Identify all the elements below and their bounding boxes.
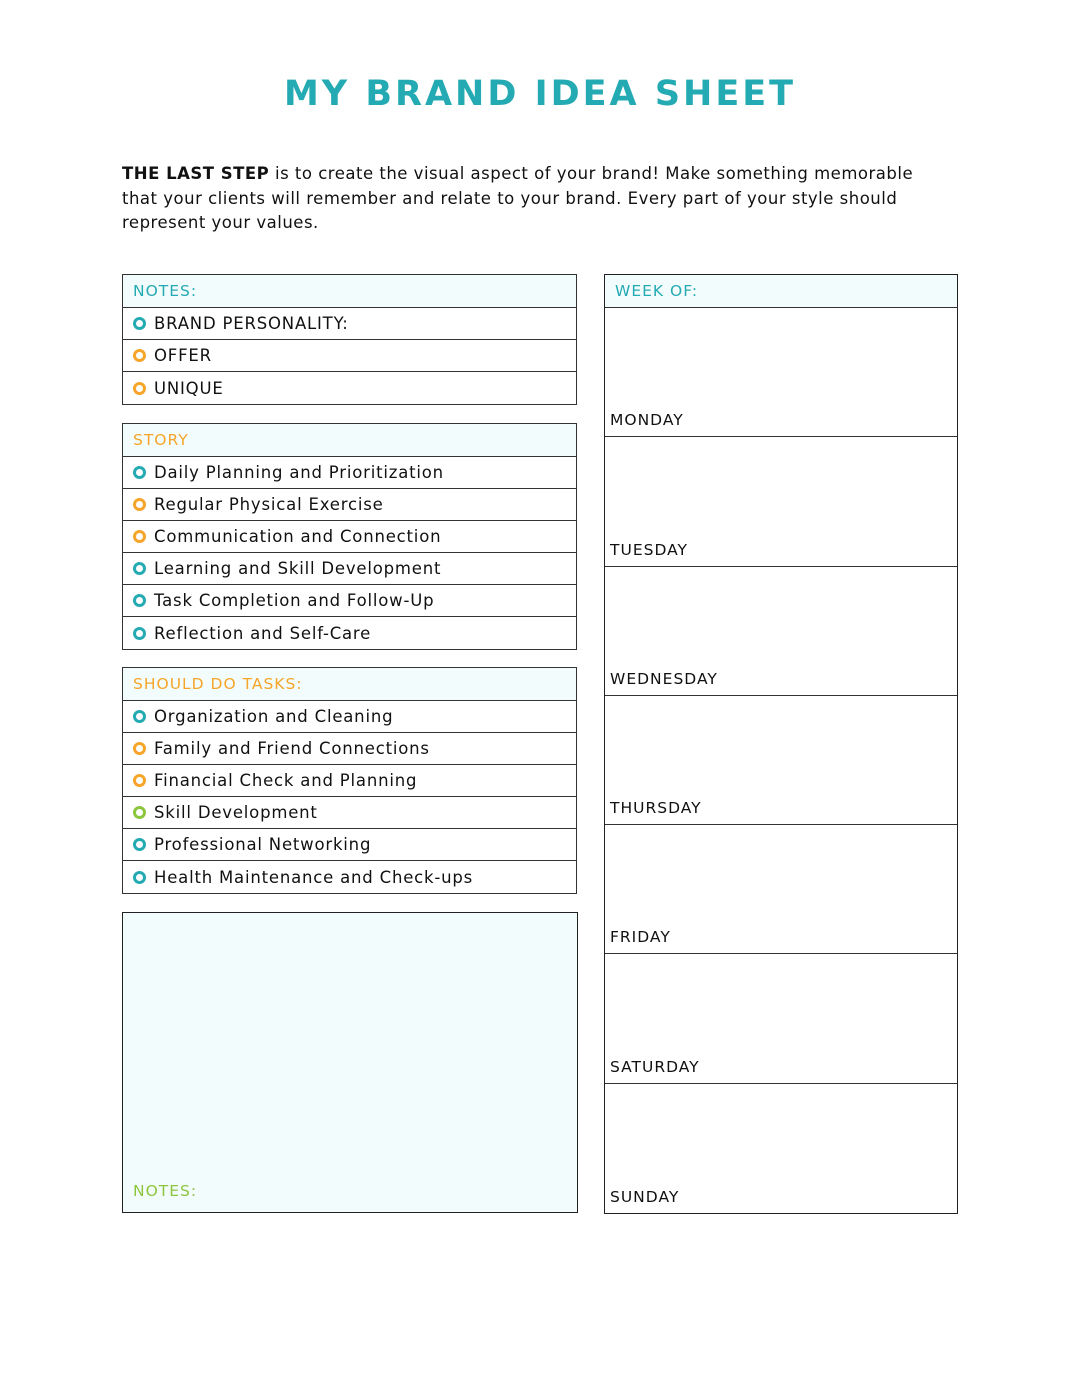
notes-heading: NOTES: [123, 275, 576, 308]
bullet-circle-icon [133, 871, 146, 884]
list-item[interactable] [123, 372, 576, 404]
list-item-label: Communication and Connection [154, 527, 442, 546]
bullet-circle-icon [133, 627, 146, 640]
list-item[interactable] [123, 489, 576, 521]
list-item[interactable] [123, 765, 576, 797]
list-item[interactable] [123, 701, 576, 733]
intro-paragraph [122, 162, 952, 236]
list-item-label: BRAND PERSONALITY: [154, 314, 349, 333]
bullet-circle-icon [133, 806, 146, 819]
bullet-circle-icon [133, 466, 146, 479]
day-cell-monday[interactable] [605, 308, 957, 437]
bullet-circle-icon [133, 530, 146, 543]
list-item-label: Learning and Skill Development [154, 559, 442, 578]
list-item-label: OFFER [154, 346, 212, 365]
list-item[interactable] [123, 797, 576, 829]
bullet-circle-icon [133, 317, 146, 330]
notes-box [122, 274, 577, 405]
day-label: FRIDAY [610, 928, 671, 947]
bullet-circle-icon [133, 382, 146, 395]
day-cell-saturday[interactable] [605, 954, 957, 1083]
list-item-label: Reflection and Self-Care [154, 623, 372, 643]
week-of-heading: WEEK OF: [605, 275, 957, 308]
day-label: WEDNESDAY [610, 669, 718, 688]
list-item[interactable] [123, 340, 576, 372]
bullet-circle-icon [133, 838, 146, 851]
bullet-circle-icon [133, 594, 146, 607]
bullet-circle-icon [133, 498, 146, 511]
story-heading: STORY [123, 424, 576, 457]
list-item[interactable] [123, 829, 576, 861]
tasks-heading: SHOULD DO TASKS: [123, 668, 576, 701]
day-cell-tuesday[interactable] [605, 437, 957, 566]
list-item-label: Skill Development [154, 803, 318, 822]
list-item-label: Task Completion and Follow-Up [154, 591, 435, 610]
bullet-circle-icon [133, 774, 146, 787]
day-label: MONDAY [610, 411, 684, 430]
week-planner [604, 274, 958, 1214]
bullet-circle-icon [133, 710, 146, 723]
list-item-label: Daily Planning and Prioritization [154, 463, 444, 482]
day-cell-thursday[interactable] [605, 696, 957, 825]
bullet-circle-icon [133, 562, 146, 575]
notes-area-label: NOTES: [133, 1182, 198, 1200]
notes-writing-area[interactable] [122, 912, 578, 1213]
day-cell-sunday[interactable] [605, 1084, 957, 1213]
list-item[interactable] [123, 617, 576, 649]
list-item[interactable] [123, 553, 576, 585]
day-cell-wednesday[interactable] [605, 567, 957, 696]
intro-bold-lead: THE LAST STEP [122, 164, 270, 183]
day-label: TUESDAY [610, 540, 688, 559]
list-item[interactable] [123, 308, 576, 340]
day-cell-friday[interactable] [605, 825, 957, 954]
list-item[interactable] [123, 585, 576, 617]
list-item[interactable] [123, 861, 576, 893]
list-item[interactable] [123, 521, 576, 553]
list-item[interactable] [123, 733, 576, 765]
list-item-label: Professional Networking [154, 835, 372, 854]
page-title: MY BRAND IDEA SHEET [283, 74, 797, 114]
list-item-label: Financial Check and Planning [154, 771, 418, 790]
day-label: SATURDAY [610, 1057, 700, 1076]
list-item-label: Organization and Cleaning [154, 707, 394, 726]
list-item[interactable] [123, 457, 576, 489]
list-item-label: UNIQUE [154, 378, 224, 398]
intro-text: is to create the visual aspect of your brand! Make something memorable that your clients will remember and relate to your brand. Every part of your style should represent your values. [122, 164, 914, 232]
story-box [122, 423, 577, 650]
day-label: SUNDAY [610, 1188, 680, 1207]
bullet-circle-icon [133, 742, 146, 755]
list-item-label: Regular Physical Exercise [154, 495, 384, 514]
tasks-box [122, 667, 577, 894]
bullet-circle-icon [133, 349, 146, 362]
day-label: THURSDAY [610, 799, 702, 818]
list-item-label: Family and Friend Connections [154, 739, 430, 758]
list-item-label: Health Maintenance and Check-ups [154, 867, 474, 887]
